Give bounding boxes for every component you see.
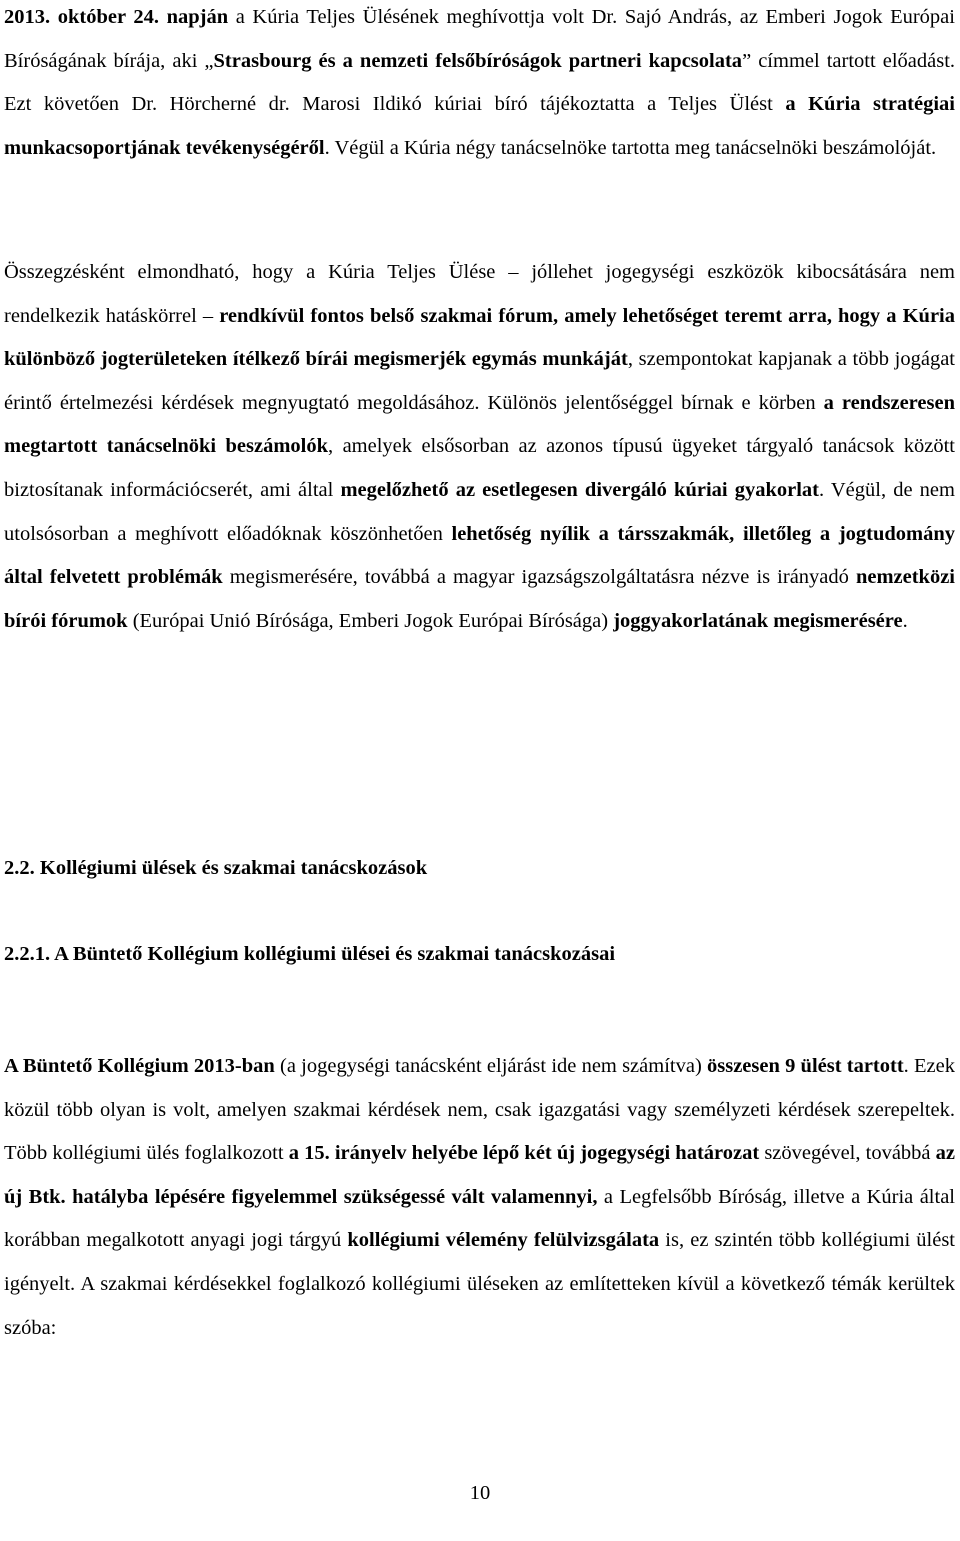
page-number: 10 bbox=[469, 1482, 491, 1504]
body-text: , amelyek elsősorban az azonos típusú ügyeket tárgyaló tanácsok között biztosítanak információcserét, ami által bbox=[4, 435, 955, 501]
body-text: . Végül, de nem utolsósorban a meghívott előadóknak köszönhetően bbox=[4, 478, 955, 545]
emphasis-text: nemzetközi bírói fórumok bbox=[4, 566, 955, 632]
body-text: . Végül a Kúria négy tanácselnöke tartotta meg tanácselnöki beszámolóját. bbox=[324, 136, 937, 159]
emphasis-text: A Büntető Kollégium 2013-ban bbox=[4, 1055, 275, 1077]
body-text: . Ezek közül több olyan is volt, amelyen szakmai kérdések nem, csak igazgatási vagy személyzeti kérdések szerepeltek. Több kollégiumi ülés foglalkozott bbox=[4, 1055, 955, 1165]
body-text: ” címmel tartott előadást. Ezt követően Dr. Hörcherné dr. Marosi Ildikó kúriai bíró tájékoztatta a Teljes Ülést bbox=[4, 49, 956, 116]
body-text: szövegével, továbbá bbox=[759, 1142, 936, 1165]
section-heading: 2.2. Kollégiumi ülések és szakmai tanácskozások bbox=[4, 857, 428, 879]
body-text: megismerésére, továbbá a magyar igazságszolgáltatásra nézve is irányadó bbox=[222, 566, 856, 589]
emphasis-text: kollégiumi vélemény felülvizsgálata bbox=[347, 1229, 660, 1252]
emphasis-text: az új Btk. hatályba lépésére figyelemmel szükségessé vált valamennyi, bbox=[4, 1142, 956, 1208]
emphasis-text: megelőzhető az esetlegesen divergáló kúriai gyakorlat bbox=[340, 478, 819, 501]
body-text: a Kúria Teljes Ülésének meghívottja volt Dr. Sajó András, az Emberi Jogok Európai Bíróságának bírája, aki „ bbox=[4, 6, 955, 72]
body-text: (Európai Unió Bírósága, Emberi Jogok Európai Bírósága) bbox=[127, 609, 614, 632]
body-text: . bbox=[902, 609, 908, 632]
emphasis-text: a 15. irányelv helyébe lépő két új jogegységi határozat bbox=[288, 1142, 760, 1165]
emphasis-text: a Kúria stratégiai munkacsoportjának tevékenységéről bbox=[4, 93, 955, 159]
emphasis-text: összesen 9 ülést tartott bbox=[706, 1055, 904, 1077]
emphasis-text: Strasbourg és a nemzeti felsőbíróságok partneri kapcsolata bbox=[213, 49, 743, 72]
subsection-heading: 2.2.1. A Büntető Kollégium kollégiumi ülései és szakmai tanácskozásai bbox=[4, 943, 616, 965]
body-text: Összegzésként elmondható, hogy a Kúria Teljes Ülése – jóllehet jogegységi eszközök kibocsátására nem rendelkezik hatáskörrel – bbox=[4, 261, 955, 327]
body-text: is, ez szintén több kollégiumi ülést igényelt. A szakmai kérdésekkel foglalkozó kollégiumi üléseken az említetteken kívül a következő témák kerültek szóba: bbox=[4, 1229, 955, 1339]
body-text: (a jogegységi tanácsként eljárást ide nem számítva) bbox=[274, 1055, 707, 1077]
emphasis-text: 2013. október 24. napján bbox=[4, 6, 236, 28]
body-text: a Legfelsőbb Bíróság, illetve a Kúria által korábban megalkotott anyagi jogi tárgyú bbox=[4, 1185, 955, 1252]
paragraph-criminal-college bbox=[4, 1045, 955, 1350]
paragraph-summary bbox=[4, 251, 955, 643]
emphasis-text: rendkívül fontos belső szakmai fórum, amely lehetőséget teremt arra, hogy a Kúria különböző jogterületeken ítélkező bírái megismerjék egymás munkáját bbox=[4, 304, 955, 371]
emphasis-text: a rendszeresen megtartott tanácselnöki beszámolók bbox=[4, 391, 955, 458]
paragraph-plenary-session bbox=[4, 0, 955, 170]
emphasis-text: lehetőség nyílik a társszakmák, illetőleg a jogtudomány által felvetett problémák bbox=[4, 522, 955, 589]
body-text: , szempontokat kapjanak a több jogágat érintő értelmezési kérdések megnyugtató megoldásához. Különös jelentőséggel bírnak e körben bbox=[4, 348, 955, 414]
emphasis-text: joggyakorlatának megismerésére bbox=[613, 609, 903, 632]
